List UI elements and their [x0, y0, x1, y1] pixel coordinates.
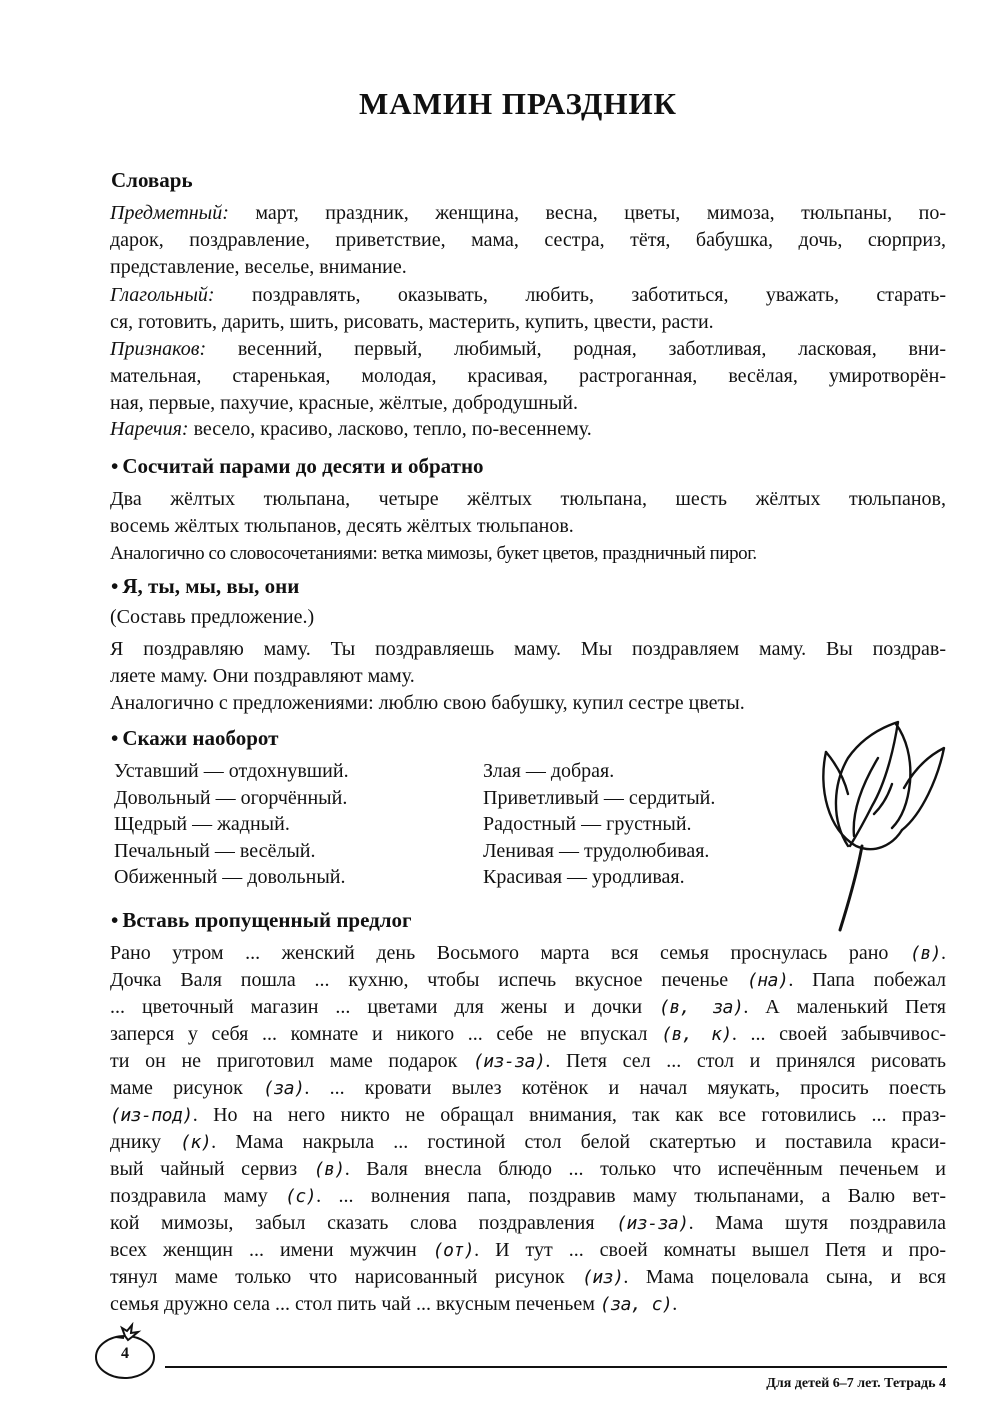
vocab-adverb: [110, 416, 946, 443]
text-segment: . Мама поцеловала сына, и вся: [623, 1266, 946, 1288]
prepositions-line: [110, 1075, 946, 1102]
text-segment: Дочка Валя пошла ... кухню, чтобы испечь вкусное печенье: [110, 969, 747, 991]
preposition-hint: (в, за): [659, 997, 744, 1018]
prepositions-line: [110, 940, 946, 967]
count-text: [110, 486, 946, 567]
prepositions-line: [110, 1264, 946, 1291]
opposites-right-column: [483, 758, 715, 891]
prepositions-line: [110, 1129, 946, 1156]
preposition-hint: (в): [313, 1159, 345, 1180]
text-segment: . И тут ... своей комнаты вышел Петя и про-: [474, 1239, 946, 1261]
text-segment: ти он не приготовил маме подарок: [110, 1050, 473, 1072]
opposite-pair: Довольный — огорчённый.: [114, 786, 348, 809]
vocab-subject-line-2: дарок, поздравление, приветствие, мама, сестра, тётя, бабушка, дочь, сюрприз,: [110, 229, 946, 251]
prepositions-line: [110, 1183, 946, 1210]
opposite-pair: Уставший — отдохнувший.: [114, 760, 349, 782]
pronouns-line-1: Я поздравляю маму. Ты поздравляешь маму. Мы поздравляем маму. Вы поздрав-: [110, 638, 946, 660]
text-segment: кой мимозы, забыл сказать слова поздравления: [110, 1212, 617, 1234]
vocab-verb: [110, 282, 946, 336]
vocab-subject-text-1: март, праздник, женщина, весна, цветы, мимоза, тюльпаны, по-: [255, 202, 946, 224]
vocab-verb-line-2: ся, готовить, дарить, шить, рисовать, мастерить, купить, цвести, расти.: [110, 311, 714, 333]
pronouns-line-3: Аналогично с предложениями: люблю свою бабушку, купил сестре цветы.: [110, 692, 745, 714]
vocab-attr-line-3: ная, первые, пахучие, красные, жёлтые, добродушный.: [110, 392, 578, 414]
text-segment: маме рисунок: [110, 1077, 264, 1099]
prepositions-line: [110, 1048, 946, 1075]
text-segment: ... цветочный магазин ... цветами для жены и дочки: [110, 996, 660, 1018]
vocab-adverb-line-1: [110, 416, 946, 443]
text-segment: семья дружно села ... стол пить чай ... вкусным печеньем: [110, 1293, 600, 1315]
opposite-pair: Ленивая — трудолюбивая.: [483, 839, 710, 862]
preposition-hint: (из): [582, 1267, 624, 1288]
opposite-pair: Обиженный — довольный.: [114, 866, 346, 888]
bullet-icon: •: [111, 726, 119, 750]
vocab-attr-line-1: [110, 336, 946, 363]
bullet-icon: •: [111, 908, 119, 932]
pronouns-heading: [111, 574, 299, 599]
prepositions-line: [110, 1102, 946, 1129]
prepositions-line: [110, 1156, 946, 1183]
prepositions-line: [110, 1021, 946, 1048]
text-segment: . Но на него никто не обращал внимания, так как все готовились ... праз-: [192, 1104, 946, 1126]
opposites-left-column: [114, 758, 349, 891]
text-segment: .: [941, 942, 946, 964]
vocab-attr-text-1: весенний, первый, любимый, родная, заботливая, ласковая, вни-: [237, 338, 947, 360]
prepositions-text: [110, 940, 946, 1318]
preposition-hint: (из-за): [616, 1213, 689, 1234]
preposition-hint: (в): [909, 943, 941, 964]
vocab-adverb-text-1: весело, красиво, ласково, тепло, по-весеннему.: [193, 418, 592, 440]
tulip-illustration: [818, 718, 946, 932]
text-segment: .: [672, 1293, 678, 1315]
preposition-hint: (к): [180, 1132, 212, 1153]
vocab-subject-label: Предметный:: [110, 202, 229, 224]
preposition-hint: (в, к): [661, 1024, 732, 1045]
opposite-pair: Злая — добрая.: [483, 760, 615, 782]
text-segment: Рано утром ... женский день Восьмого марта вся семья проснулась рано: [110, 942, 910, 964]
text-segment: всех женщин ... имени мужчин: [110, 1239, 433, 1261]
prepositions-line: [110, 1291, 946, 1318]
text-segment: . Петя сел ... стол и принялся рисовать: [545, 1050, 946, 1072]
opposites-heading: [111, 726, 278, 751]
preposition-hint: (за): [263, 1078, 305, 1099]
text-segment: тянул маме только что нарисованный рисунок: [110, 1266, 583, 1288]
prepositions-line: [110, 1210, 946, 1237]
vocab-adverb-label: Наречия:: [110, 418, 189, 440]
opposite-pair: Приветливый — сердитый.: [483, 786, 716, 809]
page-number: 4: [121, 1345, 129, 1362]
text-segment: поздравила маму: [110, 1185, 286, 1207]
vocab-attr-line-2: мательная, старенькая, молодая, красивая, растроганная, весёлая, умиротворён-: [110, 365, 946, 387]
text-segment: . Папа побежал: [788, 969, 946, 991]
text-segment: . ... волнения папа, поздравив маму тюльпанами, а Валю вет-: [316, 1185, 946, 1207]
preposition-hint: (за, с): [599, 1294, 673, 1315]
vocab-subject-line-3: представление, веселье, внимание.: [110, 256, 407, 278]
text-segment: . А маленький Петя: [743, 996, 946, 1018]
opposite-pair: Печальный — весёлый.: [114, 839, 316, 862]
vocab-subject: [110, 200, 946, 281]
page-title: МАМИН ПРАЗДНИК: [358, 86, 678, 121]
footer-divider: [165, 1366, 947, 1368]
count-line-1: Два жёлтых тюльпана, четыре жёлтых тюльпана, шесть жёлтых тюльпанов,: [110, 488, 946, 510]
vocab-verb-label: Глагольный:: [110, 284, 215, 306]
preposition-hint: (из-за): [472, 1051, 546, 1072]
opposite-pair: Щедрый — жадный.: [114, 813, 290, 835]
opposite-pair: Красивая — уродливая.: [483, 866, 685, 888]
pronouns-line-2: ляете маму. Они поздравляют маму.: [110, 665, 415, 687]
vocab-verb-line-1: [110, 282, 946, 309]
text-segment: . Мама накрыла ... гостиной стол белой скатертью и поставила краси-: [211, 1131, 946, 1153]
prepositions-heading: [111, 908, 412, 933]
bullet-icon: •: [111, 454, 119, 478]
vocab-verb-text-1: поздравлять, оказывать, любить, заботиться, уважать, старать-: [251, 284, 947, 306]
text-segment: . Валя внесла блюдо ... только что испечённым печеньем и: [344, 1158, 946, 1180]
count-line-2: восемь жёлтых тюльпанов, десять жёлтых тюльпанов.: [110, 515, 574, 537]
pronouns-note-text: (Составь предложение.): [110, 606, 315, 628]
vocab-subject-line-1: [110, 200, 946, 227]
pronouns-heading-text: Я, ты, мы, вы, они: [122, 574, 300, 598]
bullet-icon: •: [111, 574, 119, 598]
prepositions-heading-text: Вставь пропущенный предлог: [122, 908, 412, 932]
vocab-attr: [110, 336, 946, 417]
text-segment: . ... своей забывчивос-: [731, 1023, 946, 1045]
prepositions-line: [110, 1237, 946, 1264]
text-segment: . Мама шутя поздравила: [688, 1212, 946, 1234]
pronouns-text: [110, 636, 946, 717]
vocab-heading: Словарь: [111, 168, 193, 192]
opposites-heading-text: Скажи наоборот: [122, 726, 279, 750]
footer-caption: Для детей 6–7 лет. Тетрадь 4: [766, 1376, 946, 1391]
preposition-hint: (с): [285, 1186, 317, 1207]
opposite-pair: Радостный — грустный.: [483, 813, 692, 835]
preposition-hint: (на): [746, 970, 789, 991]
vocab-attr-label: Признаков:: [110, 338, 207, 360]
prepositions-line: [110, 967, 946, 994]
text-segment: . ... кровати вылез котёнок и начал мяукать, просить поесть: [304, 1077, 946, 1099]
preposition-hint: (из-под): [110, 1105, 193, 1126]
count-line-3: Аналогично со словосочетаниями: ветка мимозы, букет цветов, праздничный пирог.: [110, 543, 757, 564]
text-segment: вый чайный сервиз: [110, 1158, 314, 1180]
pronouns-note: [110, 604, 946, 631]
prepositions-line: [110, 994, 946, 1021]
count-heading-text: Сосчитай парами до десяти и обратно: [122, 454, 484, 478]
preposition-hint: (от): [432, 1240, 475, 1261]
count-heading: [111, 454, 484, 479]
text-segment: днику: [110, 1131, 181, 1153]
text-segment: заперся у себя ... комнате и никого ... себе не впускал: [110, 1023, 662, 1045]
